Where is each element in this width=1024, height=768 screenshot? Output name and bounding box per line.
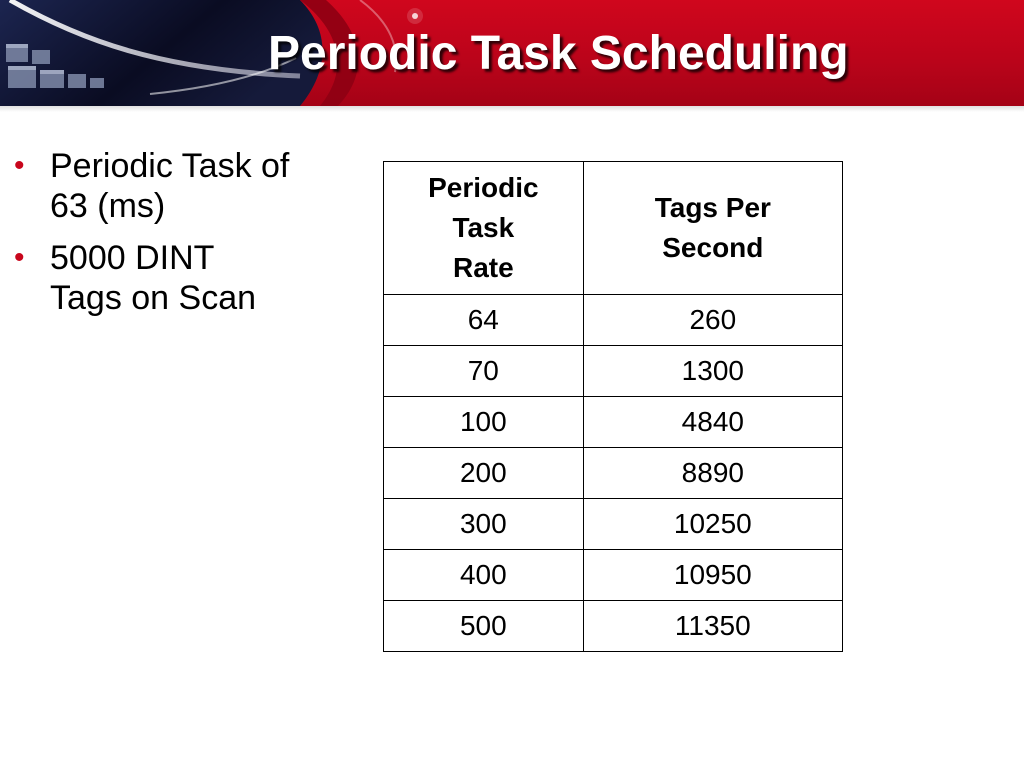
banner-shadow: [0, 106, 1024, 112]
table-cell: 10950: [583, 550, 842, 601]
bullet-list: [12, 146, 352, 330]
table-cell: 260: [583, 295, 842, 346]
table-row: [384, 295, 843, 346]
table-cell: 500: [384, 601, 584, 652]
table-row: [384, 550, 843, 601]
bullet-item: [12, 146, 352, 226]
column-header-label: Tags Per Second: [654, 192, 771, 263]
table-row: [384, 499, 843, 550]
table-row: [384, 397, 843, 448]
data-table: [383, 161, 843, 652]
title-banner: [0, 0, 1024, 106]
column-header-label: Periodic Task Rate: [428, 172, 539, 283]
table-row: [384, 448, 843, 499]
bullet-item: [12, 238, 352, 318]
table-header-row: [384, 162, 843, 295]
table-row: [384, 346, 843, 397]
table-row: [384, 601, 843, 652]
bullet-dot-icon: •: [14, 241, 25, 274]
table-cell: 100: [384, 397, 584, 448]
column-header: [583, 162, 842, 295]
column-header: [384, 162, 584, 295]
table-cell: 200: [384, 448, 584, 499]
table-cell: 4840: [583, 397, 842, 448]
bullet-text: Periodic Task of 63 (ms): [50, 147, 290, 225]
table-cell: 64: [384, 295, 584, 346]
table-cell: 8890: [583, 448, 842, 499]
table-cell: 11350: [583, 601, 842, 652]
table-cell: 400: [384, 550, 584, 601]
table-cell: 1300: [583, 346, 842, 397]
table-cell: 300: [384, 499, 584, 550]
table-cell: 10250: [583, 499, 842, 550]
table-cell: 70: [384, 346, 584, 397]
bullet-text: 5000 DINT Tags on Scan: [50, 239, 257, 317]
slide-title: Periodic Task Scheduling: [268, 27, 849, 80]
bullet-dot-icon: •: [14, 149, 25, 182]
